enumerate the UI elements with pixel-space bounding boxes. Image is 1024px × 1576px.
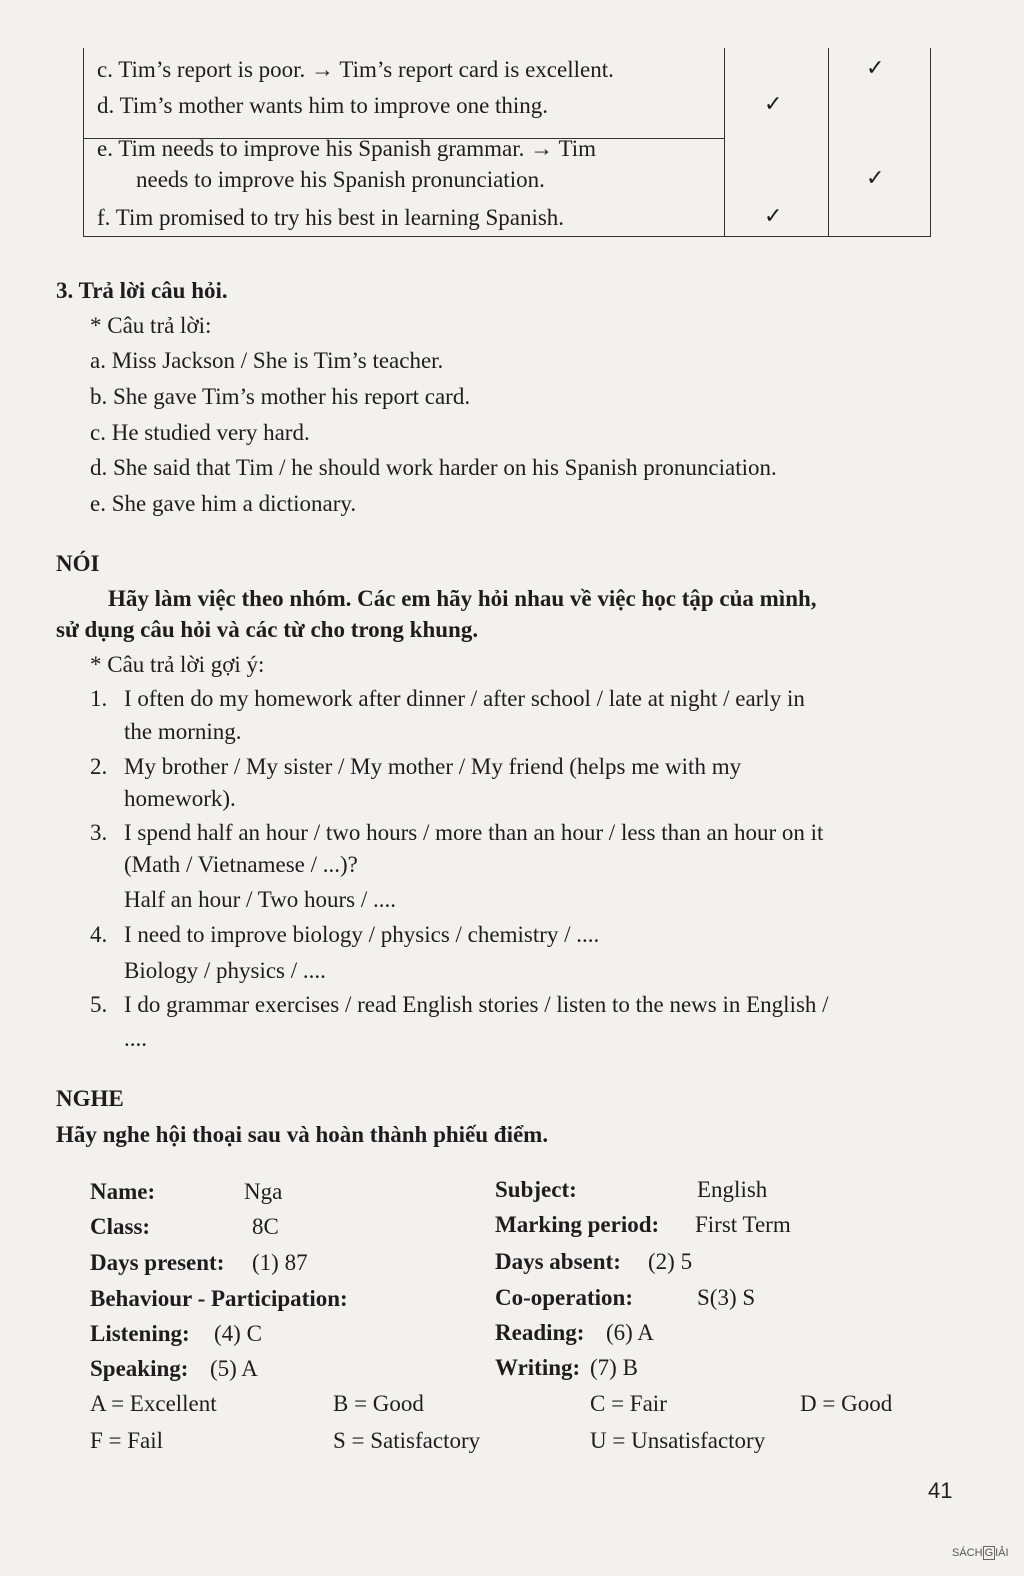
grade-key-b: B = Good	[333, 1391, 424, 1416]
item-number: 1.	[90, 686, 108, 711]
speaking-item-2: My brother / My sister / My mother / My friend (helps me with my	[124, 754, 742, 779]
subject-label: Subject:	[495, 1177, 577, 1202]
cooperation-value: S(3) S	[697, 1285, 756, 1310]
marking-period-value: First Term	[695, 1212, 791, 1237]
reading-score-value: (6) A	[606, 1320, 654, 1345]
table-row-c: c. Tim’s report is poor. → Tim’s report card is excellent.	[97, 57, 614, 82]
writing-score-value: (7) B	[590, 1355, 638, 1380]
subject-value: English	[697, 1177, 768, 1202]
speaking-item-2-cont: homework).	[124, 786, 236, 811]
speaking-heading: NÓI	[56, 551, 100, 576]
table-divider-2	[828, 48, 829, 236]
table-row-e-cont: needs to improve his Spanish pronunciation.	[136, 167, 545, 192]
logo-text-right: IẢI	[995, 1547, 1009, 1559]
listening-heading: NGHE	[56, 1086, 124, 1111]
answers-label: * Câu trả lời:	[90, 313, 212, 338]
speaking-instruction-cont: sử dụng câu hỏi và các từ cho trong khung.	[56, 617, 479, 642]
check-icon: ✓	[764, 204, 783, 229]
speaking-item-5: I do grammar exercises / read English stories / listen to the news in English /	[124, 992, 829, 1017]
days-absent-label: Days absent:	[495, 1249, 621, 1274]
logo-text-left: SÁCH	[952, 1547, 983, 1559]
class-value: 8C	[252, 1214, 279, 1239]
grade-key-a: A = Excellent	[90, 1391, 217, 1416]
speaking-instruction: Hãy làm việc theo nhóm. Các em hãy hỏi nhau về việc học tập của mình,	[108, 586, 817, 611]
speaking-item-3-answer: Half an hour / Two hours / ....	[124, 887, 397, 912]
name-label: Name:	[90, 1179, 156, 1204]
speaking-item-4-answer: Biology / physics / ....	[124, 958, 326, 983]
check-icon: ✓	[866, 166, 885, 191]
table-row-e: e. Tim needs to improve his Spanish grammar. → Tim	[97, 136, 597, 161]
days-absent-value: (2) 5	[648, 1249, 693, 1274]
name-value: Nga	[244, 1179, 283, 1204]
item-number: 5.	[90, 992, 108, 1017]
grade-key-f: F = Fail	[90, 1428, 164, 1453]
table-divider-1	[724, 48, 725, 236]
speaking-item-1: I often do my homework after dinner / after school / late at night / early in	[124, 686, 805, 711]
answer-c: c. He studied very hard.	[90, 420, 310, 445]
grade-key-d: D = Good	[800, 1391, 893, 1416]
class-label: Class:	[90, 1214, 151, 1239]
writing-score-label: Writing:	[495, 1355, 581, 1380]
grade-key-u: U = Unsatisfactory	[590, 1428, 766, 1453]
page-number: 41	[928, 1478, 953, 1503]
suggested-answers-label: * Câu trả lời gợi ý:	[90, 652, 265, 677]
speaking-item-1-cont: the morning.	[124, 719, 242, 744]
marking-period-label: Marking period:	[495, 1212, 660, 1237]
item-number: 2.	[90, 754, 108, 779]
item-number: 4.	[90, 922, 108, 947]
listening-score-value: (4) C	[214, 1321, 262, 1346]
speaking-item-3-cont: (Math / Vietnamese / ...)?	[124, 852, 358, 877]
table-row-f: f. Tim promised to try his best in learning Spanish.	[97, 205, 565, 230]
speaking-score-value: (5) A	[210, 1356, 258, 1381]
answer-b: b. She gave Tim’s mother his report card.	[90, 384, 471, 409]
listening-instruction: Hãy nghe hội thoại sau và hoàn thành phiếu điểm.	[56, 1122, 549, 1147]
reading-score-label: Reading:	[495, 1320, 585, 1345]
listening-score-label: Listening:	[90, 1321, 190, 1346]
speaking-item-3: I spend half an hour / two hours / more than an hour / less than an hour on it	[124, 820, 824, 845]
publisher-logo	[952, 1546, 1009, 1560]
check-icon: ✓	[764, 92, 783, 117]
answer-d: d. She said that Tim / he should work harder on his Spanish pronunciation.	[90, 455, 777, 480]
speaking-item-4: I need to improve biology / physics / chemistry / ....	[124, 922, 600, 947]
answer-e: e. She gave him a dictionary.	[90, 491, 357, 516]
grade-key-c: C = Fair	[590, 1391, 667, 1416]
grade-key-s: S = Satisfactory	[333, 1428, 481, 1453]
section-heading: 3. Trả lời câu hỏi.	[56, 278, 228, 303]
days-present-value: (1) 87	[252, 1250, 308, 1275]
cooperation-label: Co-operation:	[495, 1285, 633, 1310]
answer-a: a. Miss Jackson / She is Tim’s teacher.	[90, 348, 444, 373]
item-number: 3.	[90, 820, 108, 845]
check-icon: ✓	[866, 56, 885, 81]
speaking-item-5-cont: ....	[124, 1026, 147, 1051]
logo-box: G	[984, 1547, 994, 1559]
table-row-d: d. Tim’s mother wants him to improve one thing.	[97, 93, 549, 118]
days-present-label: Days present:	[90, 1250, 225, 1275]
speaking-score-label: Speaking:	[90, 1356, 189, 1381]
behaviour-label: Behaviour - Participation:	[90, 1286, 348, 1311]
